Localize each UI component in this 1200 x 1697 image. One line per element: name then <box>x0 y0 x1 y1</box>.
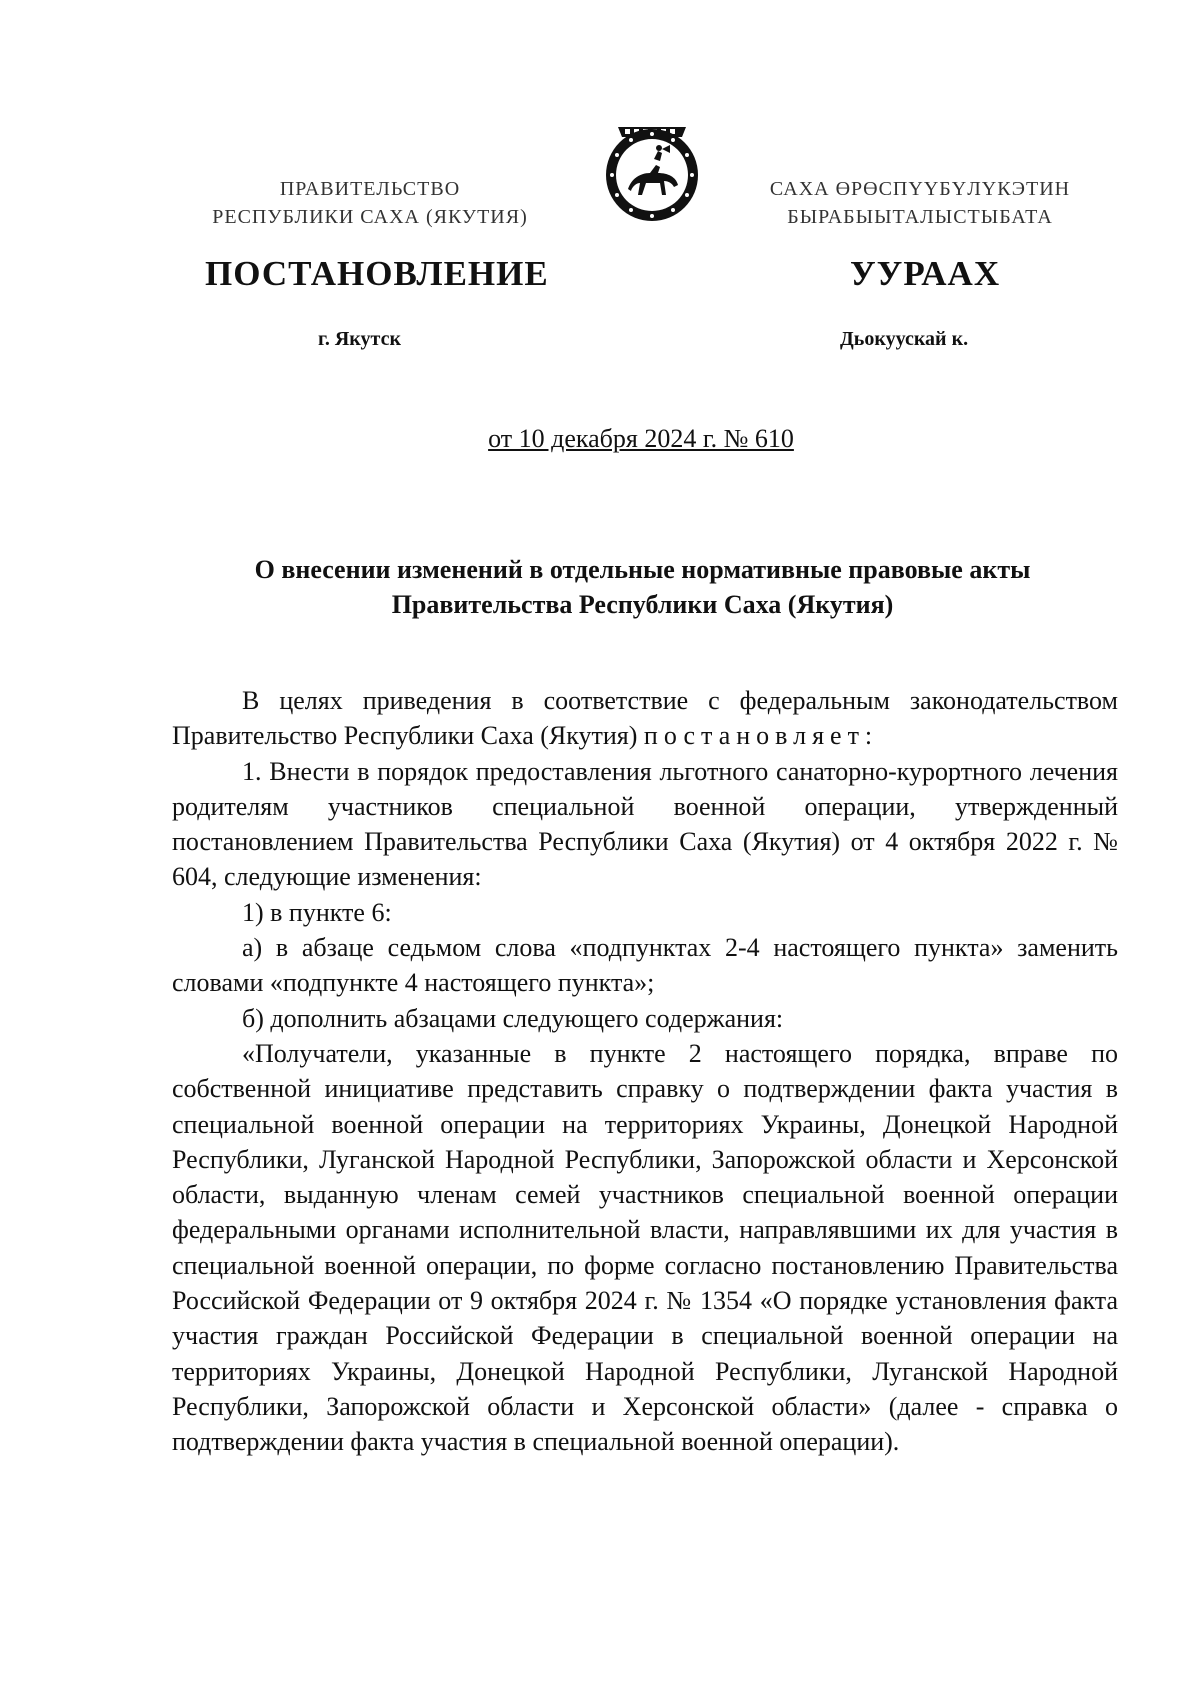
city-sakha: Дьокуускай к. <box>840 328 969 350</box>
document-body <box>172 683 1118 1460</box>
body-paragraph: «Получатели, указанные в пункте 2 настоящего порядка, вправе по собственной инициативе представить справку о подтверждении факта участия в специальной военной операции на территориях Украины, Донецкой Народной Республики, Луганской Народной Республики, Запорожской области и Херсонской области, выданную членам семей участников специальной военной операции федеральными органами исполнительной власти, направлявшими их для участия в специальной военной операции, по форме согласно постановлению Правительства Российской Федерации от 9 октября 2024 г. № 1354 «О порядке установления факта участия граждан Российской Федерации в специальной военной операции на территориях Украины, Донецкой Народной Республики, Луганской Народной Республики, Запорожской области и Херсонской области» (далее - справка о подтверждении факта участия в специальной военной операции). <box>172 1038 1118 1457</box>
city-russian: г. Якутск <box>318 328 401 350</box>
issuer-line: ПРАВИТЕЛЬСТВО <box>279 178 461 200</box>
document-date-number: от 10 декабря 2024 г. № 610 <box>488 424 794 453</box>
issuer-line: САХА ӨРӨСПҮҮБҮЛҮКЭТИН <box>769 178 1071 200</box>
body-paragraph: 1. Внести в порядок предоставления льготного санаторно-курортного лечения родителям участников специальной военной операции, утвержденный постановлением Правительства Республики Саха (Якутия) от 4 октября 2022 г. № 604, следующие изменения: <box>172 756 1118 892</box>
coat-of-arms-icon <box>598 115 706 227</box>
title-line: О внесении изменений в отдельные нормативные правовые акты <box>254 555 1031 584</box>
body-paragraph: б) дополнить абзацами следующего содержания: <box>242 1003 784 1033</box>
body-paragraph: а) в абзаце седьмом слова «подпунктах 2-4 настоящего пункта» заменить словами «подпункте 4 настоящего пункта»; <box>172 933 1118 998</box>
preamble-paragraph <box>172 683 1118 754</box>
issuer-name-sakha <box>735 175 1105 231</box>
issuer-line: БЫРАБЫЫТАЛЫСТЫБАТА <box>787 206 1053 228</box>
preamble-text: В целях приведения в соответствие с федеральным законодательством Правительство Республики Саха (Якутия) <box>172 686 1118 751</box>
issuer-line: РЕСПУБЛИКИ САХА (ЯКУТИЯ) <box>212 206 528 228</box>
coat-of-arms-svg <box>598 115 706 227</box>
title-line: Правительства Республики Саха (Якутия) <box>391 590 894 619</box>
document-title <box>170 552 1115 622</box>
issuer-name-russian <box>185 175 555 231</box>
preamble-verb: постановляет: <box>643 721 879 751</box>
body-paragraph: 1) в пункте 6: <box>242 897 392 927</box>
doc-type-sakha: УУРААХ <box>850 254 1001 293</box>
doc-type-russian: ПОСТАНОВЛЕНИЕ <box>205 254 549 293</box>
